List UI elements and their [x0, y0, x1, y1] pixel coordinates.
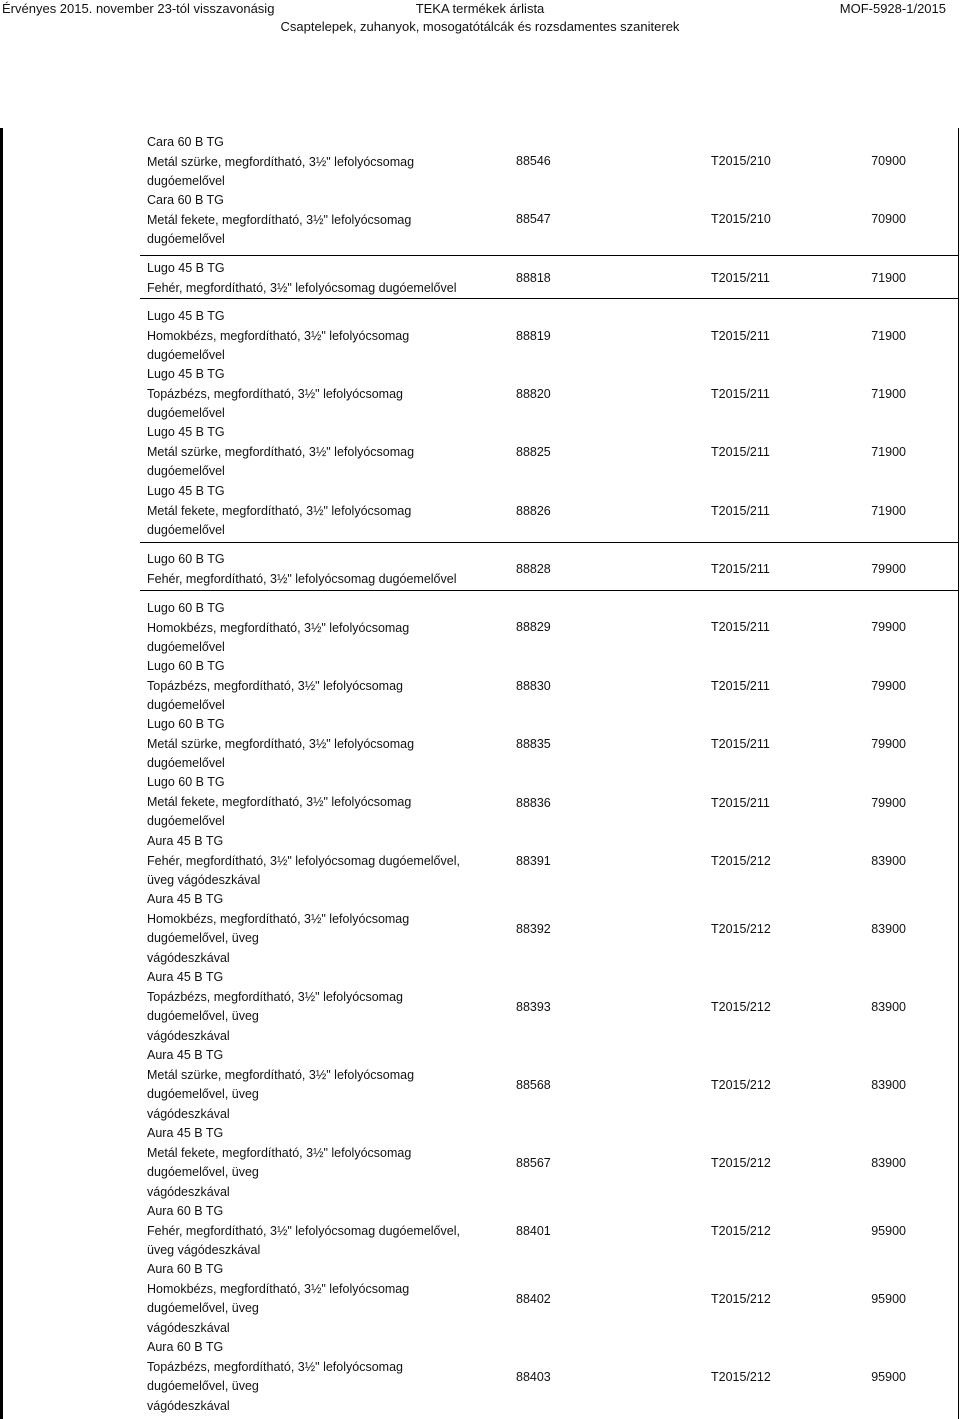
product-description — [147, 550, 497, 589]
document-number: MOF-5928-1/2015 — [839, 1, 946, 16]
product-code: 88835 — [516, 737, 551, 751]
product-price: 79900 — [871, 562, 906, 576]
product-description — [147, 832, 497, 891]
price-reference: T2015/210 — [711, 212, 771, 226]
description-line: dugóemelővel — [147, 698, 225, 712]
description-line: Metál szürke, megfordítható, 3½" lefolyócsomag — [147, 154, 415, 169]
product-price: 83900 — [871, 854, 906, 868]
product-description — [147, 133, 497, 192]
table-border-left — [0, 128, 3, 1419]
product-code: 88392 — [516, 922, 551, 936]
description-line: dugóemelővel — [147, 406, 225, 420]
price-reference: T2015/212 — [711, 854, 771, 868]
product-code: 88825 — [516, 445, 551, 459]
price-reference: T2015/211 — [711, 679, 770, 693]
product-code: 88829 — [516, 620, 551, 634]
price-reference: T2015/212 — [711, 922, 771, 936]
row-separator — [140, 298, 958, 299]
description-line: dugóemelővel, üveg — [147, 1087, 259, 1101]
description-line: Homokbézs, megfordítható, 3½" lefolyócsomag — [147, 620, 410, 635]
description-line: Aura 45 B TG — [147, 1048, 224, 1062]
description-line: vágódeszkával — [147, 1028, 230, 1043]
description-line: Metál szürke, megfordítható, 3½" lefolyócsomag — [147, 444, 415, 459]
product-description — [147, 599, 497, 658]
price-reference: T2015/211 — [711, 504, 770, 518]
description-line: Fehér, megfordítható, 3½" lefolyócsomag dugóemelővel, — [147, 1223, 460, 1238]
product-code: 88402 — [516, 1292, 551, 1306]
product-code: 88567 — [516, 1156, 551, 1170]
product-description — [147, 968, 497, 1046]
description-line: Topázbézs, megfordítható, 3½" lefolyócsomag — [147, 989, 403, 1004]
description-line: Fehér, megfordítható, 3½" lefolyócsomag dugóemelővel, — [147, 853, 460, 868]
description-line: Fehér, megfordítható, 3½" lefolyócsomag dugóemelővel — [147, 571, 457, 586]
price-reference: T2015/211 — [711, 387, 770, 401]
description-line: Metál szürke, megfordítható, 3½" lefolyócsomag — [147, 1067, 415, 1082]
price-reference: T2015/212 — [711, 1292, 771, 1306]
description-line: vágódeszkával — [147, 950, 230, 965]
product-price: 71900 — [871, 387, 906, 401]
description-line: Metál fekete, megfordítható, 3½" lefolyócsomag — [147, 212, 412, 227]
product-price: 79900 — [871, 679, 906, 693]
price-reference: T2015/211 — [711, 329, 770, 343]
product-price: 79900 — [871, 737, 906, 751]
product-code: 88401 — [516, 1224, 551, 1238]
product-price: 79900 — [871, 620, 906, 634]
product-code: 88547 — [516, 212, 551, 226]
product-price: 95900 — [871, 1224, 906, 1238]
description-line: Metál fekete, megfordítható, 3½" lefolyócsomag — [147, 794, 412, 809]
product-price: 71900 — [871, 504, 906, 518]
product-code: 88546 — [516, 154, 551, 168]
validity-text: Érvényes 2015. november 23-tól visszavonásig — [2, 1, 275, 16]
price-reference: T2015/211 — [711, 620, 770, 634]
row-separator — [140, 255, 958, 256]
description-line: Aura 60 B TG — [147, 1262, 224, 1276]
product-description — [147, 1260, 497, 1338]
product-price: 95900 — [871, 1370, 906, 1384]
price-reference: T2015/211 — [711, 445, 770, 459]
product-description — [147, 1202, 497, 1261]
description-line: Topázbézs, megfordítható, 3½" lefolyócsomag — [147, 678, 403, 693]
product-price: 71900 — [871, 271, 906, 285]
product-price: 79900 — [871, 796, 906, 810]
price-reference: T2015/211 — [711, 562, 770, 576]
description-line: Fehér, megfordítható, 3½" lefolyócsomag dugóemelővel — [147, 280, 457, 295]
product-code: 88820 — [516, 387, 551, 401]
product-description — [147, 715, 497, 774]
description-line: Lugo 60 B TG — [147, 659, 225, 673]
product-code: 88830 — [516, 679, 551, 693]
description-line: Cara 60 B TG — [147, 135, 224, 149]
description-line: Metál fekete, megfordítható, 3½" lefolyócsomag — [147, 503, 412, 518]
description-line: dugóemelővel — [147, 464, 225, 478]
description-line: dugóemelővel, üveg — [147, 931, 259, 945]
description-line: dugóemelővel — [147, 523, 225, 537]
description-line: dugóemelővel — [147, 756, 225, 770]
product-code: 88403 — [516, 1370, 551, 1384]
description-line: Lugo 45 B TG — [147, 261, 225, 275]
price-reference: T2015/211 — [711, 737, 770, 751]
product-price: 95900 — [871, 1292, 906, 1306]
description-line: Aura 45 B TG — [147, 892, 224, 906]
product-price: 71900 — [871, 445, 906, 459]
description-line: dugóemelővel — [147, 814, 225, 828]
product-code: 88393 — [516, 1000, 551, 1014]
product-price: 83900 — [871, 1078, 906, 1092]
product-code: 88819 — [516, 329, 551, 343]
description-line: dugóemelővel, üveg — [147, 1379, 259, 1393]
description-line: Lugo 45 B TG — [147, 484, 225, 498]
description-line: Cara 60 B TG — [147, 193, 224, 207]
description-line: Lugo 45 B TG — [147, 425, 225, 439]
description-line: Homokbézs, megfordítható, 3½" lefolyócsomag — [147, 328, 410, 343]
product-description — [147, 1046, 497, 1124]
description-line: dugóemelővel — [147, 348, 225, 362]
description-line: Lugo 60 B TG — [147, 775, 225, 789]
description-line: dugóemelővel, üveg — [147, 1301, 259, 1315]
price-reference: T2015/212 — [711, 1078, 771, 1092]
product-price: 83900 — [871, 1000, 906, 1014]
description-line: Aura 60 B TG — [147, 1340, 224, 1354]
table-border-right — [958, 128, 959, 1419]
product-description — [147, 1338, 497, 1416]
product-description — [147, 423, 497, 482]
description-line: Aura 45 B TG — [147, 834, 224, 848]
description-line: dugóemelővel, üveg — [147, 1009, 259, 1023]
product-description — [147, 657, 497, 716]
description-line: dugóemelővel — [147, 174, 225, 188]
description-line: üveg vágódeszkával — [147, 873, 261, 887]
product-price: 71900 — [871, 329, 906, 343]
product-code: 88391 — [516, 854, 551, 868]
description-line: dugóemelővel, üveg — [147, 1165, 259, 1179]
description-line: dugóemelővel — [147, 640, 225, 654]
document-subtitle: Csaptelepek, zuhanyok, mosogatótálcák és rozsdamentes szaniterek — [280, 19, 680, 34]
description-line: Lugo 60 B TG — [147, 601, 225, 615]
product-code: 88828 — [516, 562, 551, 576]
description-line: Topázbézs, megfordítható, 3½" lefolyócsomag — [147, 1359, 403, 1374]
description-line: dugóemelővel — [147, 232, 225, 246]
price-reference: T2015/212 — [711, 1000, 771, 1014]
description-line: Homokbézs, megfordítható, 3½" lefolyócsomag — [147, 1281, 410, 1296]
description-line: Metál szürke, megfordítható, 3½" lefolyócsomag — [147, 736, 415, 751]
description-line: vágódeszkával — [147, 1320, 230, 1335]
product-description — [147, 890, 497, 968]
price-reference: T2015/212 — [711, 1224, 771, 1238]
description-line: Lugo 60 B TG — [147, 552, 225, 566]
product-code: 88818 — [516, 271, 551, 285]
page-header — [0, 0, 960, 38]
product-price: 83900 — [871, 922, 906, 936]
document-title: TEKA termékek árlista — [415, 1, 545, 16]
price-reference: T2015/212 — [711, 1370, 771, 1384]
product-code: 88826 — [516, 504, 551, 518]
description-line: Metál fekete, megfordítható, 3½" lefolyócsomag — [147, 1145, 412, 1160]
product-price: 70900 — [871, 154, 906, 168]
product-price: 70900 — [871, 212, 906, 226]
product-price: 83900 — [871, 1156, 906, 1170]
product-description — [147, 482, 497, 541]
product-description — [147, 259, 497, 298]
description-line: Aura 60 B TG — [147, 1204, 224, 1218]
product-description — [147, 1124, 497, 1202]
product-code: 88836 — [516, 796, 551, 810]
row-separator — [140, 590, 958, 591]
description-line: vágódeszkával — [147, 1106, 230, 1121]
description-line: Lugo 45 B TG — [147, 367, 225, 381]
price-reference: T2015/210 — [711, 154, 771, 168]
description-line: Aura 45 B TG — [147, 970, 224, 984]
description-line: vágódeszkával — [147, 1184, 230, 1199]
description-line: Lugo 60 B TG — [147, 717, 225, 731]
product-description — [147, 773, 497, 832]
row-separator — [140, 542, 958, 543]
price-reference: T2015/212 — [711, 1156, 771, 1170]
product-description — [147, 365, 497, 424]
price-reference: T2015/211 — [711, 271, 770, 285]
description-line: Lugo 45 B TG — [147, 309, 225, 323]
description-line: Topázbézs, megfordítható, 3½" lefolyócsomag — [147, 386, 403, 401]
product-description — [147, 191, 497, 250]
product-code: 88568 — [516, 1078, 551, 1092]
description-line: Aura 45 B TG — [147, 1126, 224, 1140]
product-description — [147, 307, 497, 366]
description-line: Homokbézs, megfordítható, 3½" lefolyócsomag — [147, 911, 410, 926]
description-line: üveg vágódeszkával — [147, 1243, 261, 1257]
price-reference: T2015/211 — [711, 796, 770, 810]
description-line: vágódeszkával — [147, 1398, 230, 1413]
